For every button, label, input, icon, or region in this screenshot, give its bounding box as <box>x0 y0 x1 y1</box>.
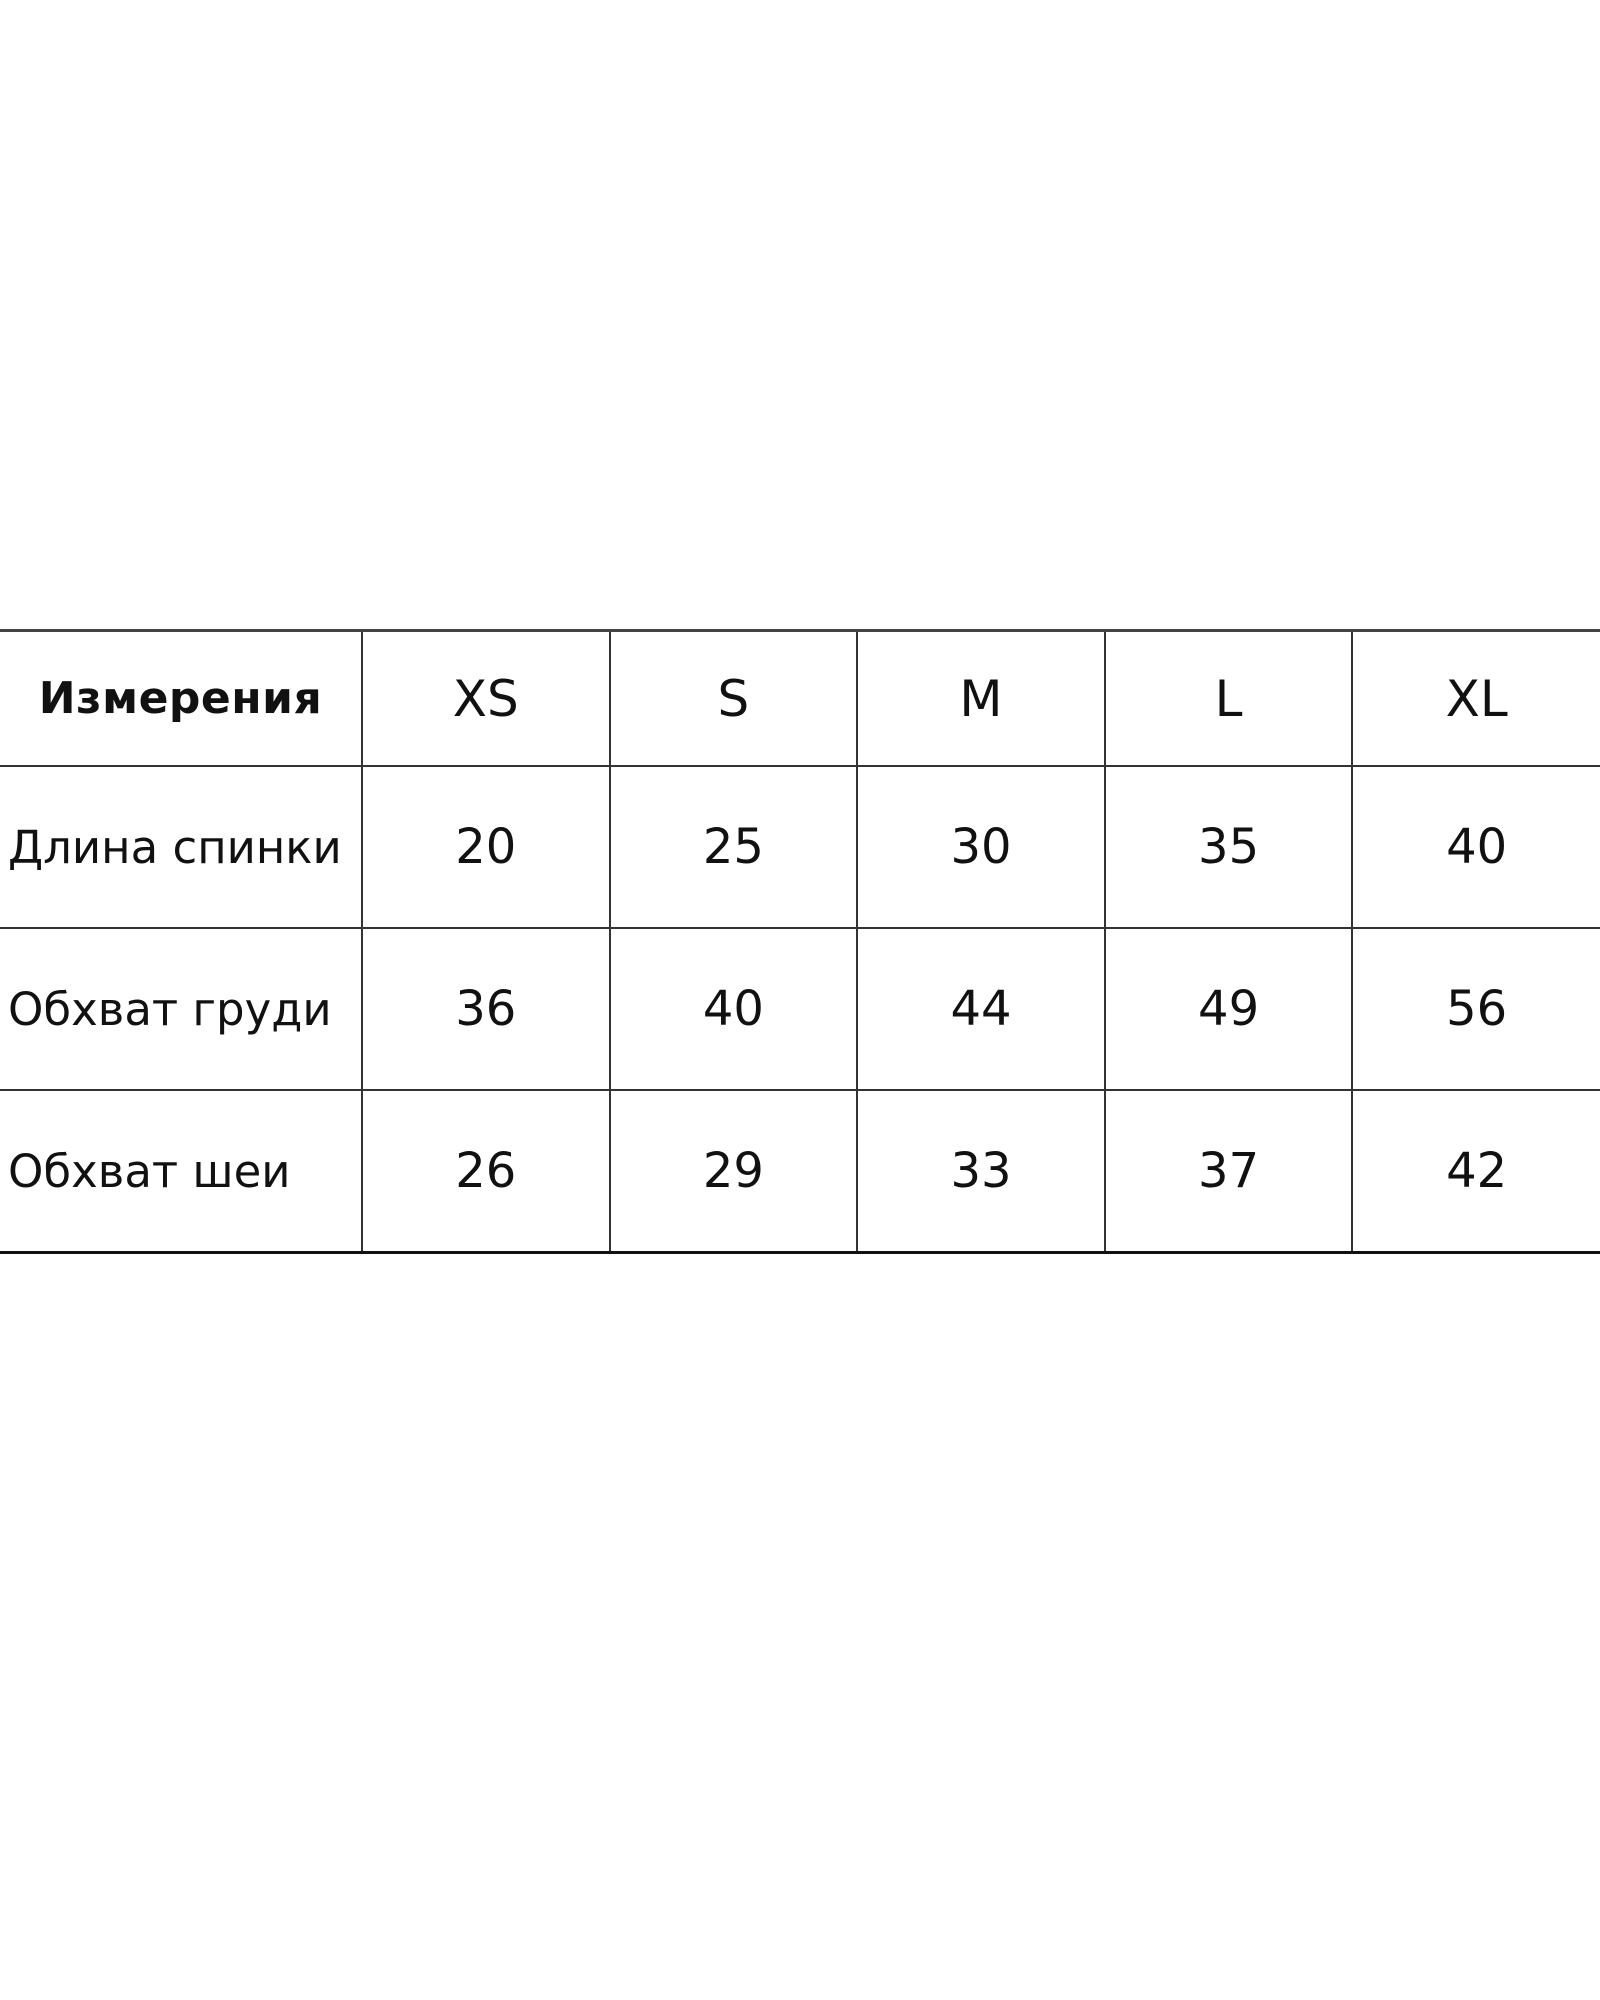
table-cell: 29 <box>610 1090 858 1253</box>
table-cell: 26 <box>362 1090 610 1253</box>
measurements-header: Измерения <box>0 631 362 767</box>
table-cell: 20 <box>362 766 610 928</box>
table-cell: 49 <box>1105 928 1353 1090</box>
row-label-neck-girth: Обхват шеи <box>0 1090 362 1253</box>
table-cell: 44 <box>857 928 1105 1090</box>
row-label-back-length: Длина спинки <box>0 766 362 928</box>
table-cell: 56 <box>1352 928 1600 1090</box>
table-cell: 30 <box>857 766 1105 928</box>
size-chart-table <box>0 629 1600 1254</box>
size-header-m: M <box>857 631 1105 767</box>
table-cell: 25 <box>610 766 858 928</box>
row-label-chest-girth: Обхват груди <box>0 928 362 1090</box>
size-header-xl: XL <box>1352 631 1600 767</box>
table-cell: 33 <box>857 1090 1105 1253</box>
table-cell: 35 <box>1105 766 1353 928</box>
table-cell: 42 <box>1352 1090 1600 1253</box>
table-cell: 36 <box>362 928 610 1090</box>
table-row <box>0 928 1600 1090</box>
table-cell: 40 <box>1352 766 1600 928</box>
size-header-xs: XS <box>362 631 610 767</box>
table-row <box>0 766 1600 928</box>
table-cell: 37 <box>1105 1090 1353 1253</box>
table-cell: 40 <box>610 928 858 1090</box>
size-header-l: L <box>1105 631 1353 767</box>
size-header-s: S <box>610 631 858 767</box>
table-row <box>0 1090 1600 1253</box>
header-row <box>0 631 1600 767</box>
